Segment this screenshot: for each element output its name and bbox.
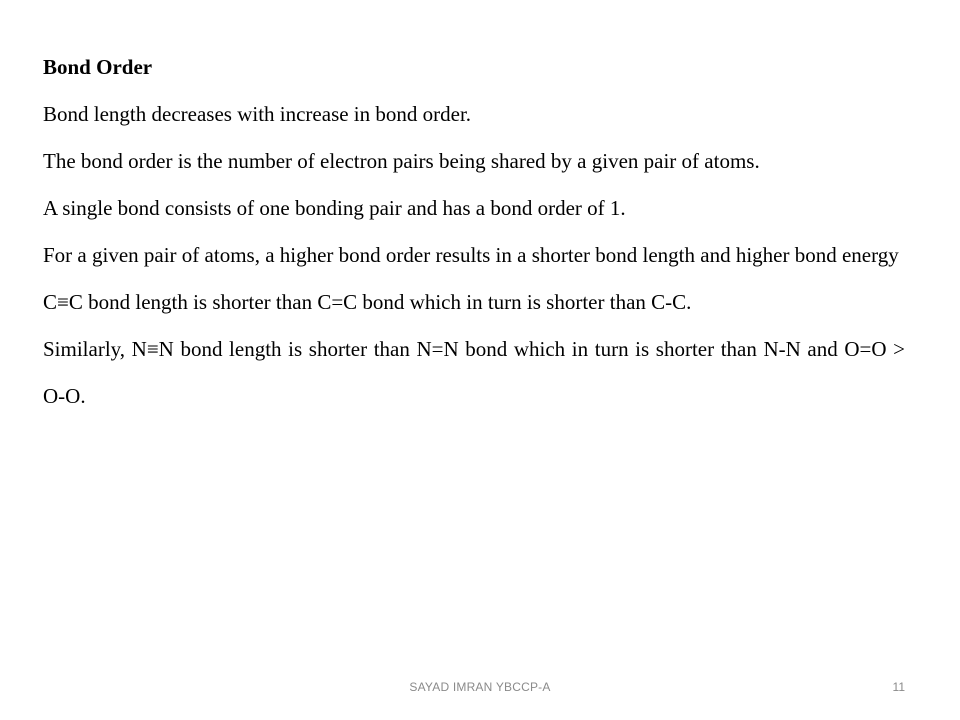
paragraph-bond-order-definition: The bond order is the number of electron pairs being shared by a given pair of atoms. (43, 149, 760, 173)
paragraph-carbon-bonds: C≡C bond length is shorter than C=C bond which in turn is shorter than C-C. (43, 290, 692, 314)
paragraph-bond-length: Bond length decreases with increase in bond order. (43, 102, 472, 126)
paragraph-nitrogen-oxygen-bonds: Similarly, N≡N bond length is shorter than N=N bond which in turn is shorter than N-N and O=O > O-O. (43, 337, 905, 408)
paragraph-single-bond: A single bond consists of one bonding pair and has a bond order of 1. (43, 196, 626, 220)
page-number: 11 (892, 680, 905, 694)
slide-body (43, 44, 905, 420)
footer-author: SAYAD IMRAN YBCCP-A (409, 680, 551, 694)
paragraph-higher-bond-order: For a given pair of atoms, a higher bond order results in a shorter bond length and higher bond energy (43, 243, 899, 267)
slide-heading: Bond Order (43, 55, 153, 79)
